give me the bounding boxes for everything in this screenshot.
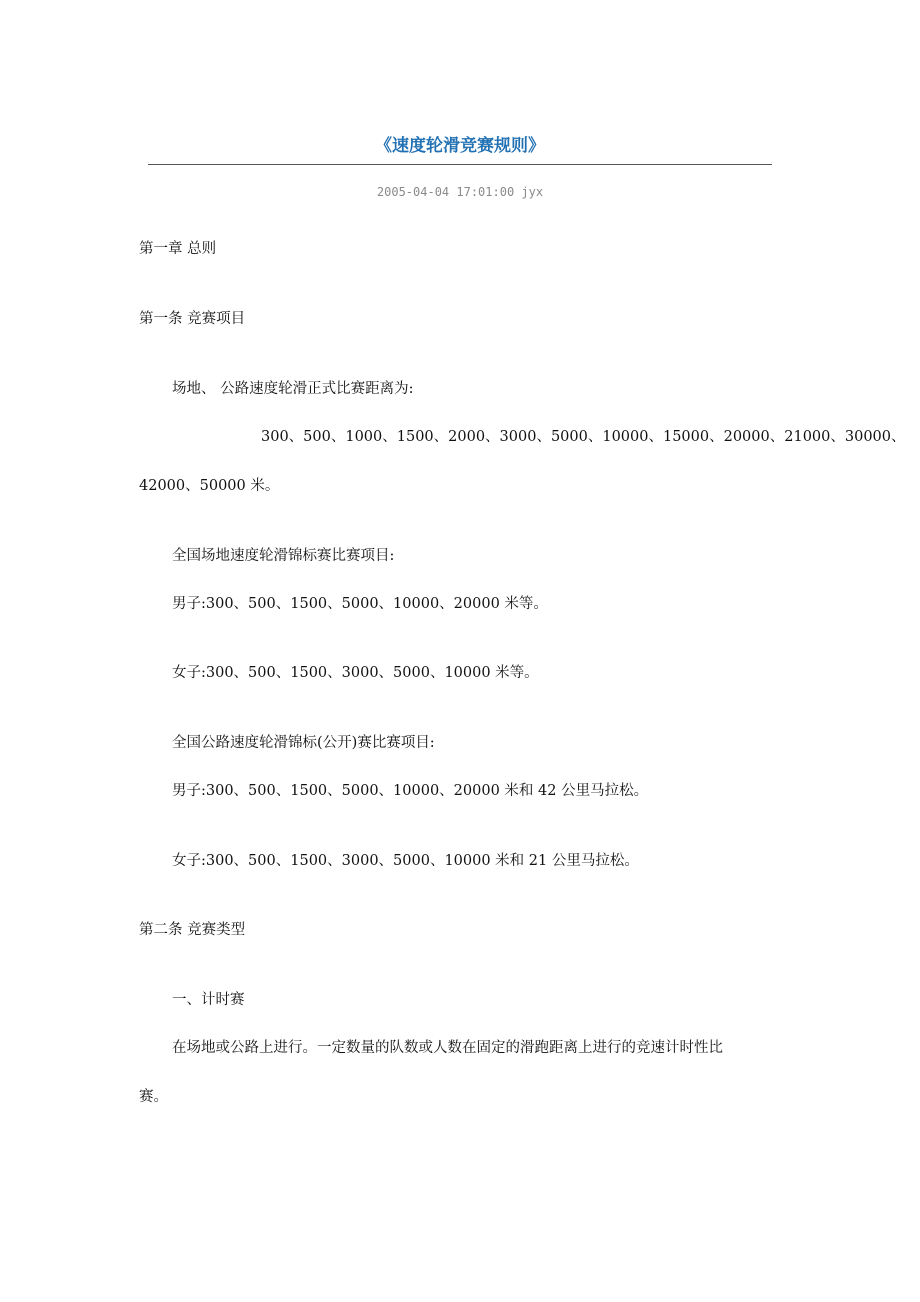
road-men-events: 男子:300、500、1500、5000、10000、20000 米和 42 公里马拉松。 [172, 783, 649, 799]
time-trial-text-line-2: 赛。 [139, 1089, 168, 1105]
track-events-heading: 全国场地速度轮滑锦标赛比赛项目: [172, 548, 395, 564]
distances-line-2: 42000、50000 米。 [139, 478, 280, 494]
distances-line-1: 300、500、1000、1500、2000、3000、5000、10000、15000、20000、21000、30000、 [261, 429, 906, 445]
page-title: 《速度轮滑竞赛规则》 [375, 136, 545, 156]
road-women-events: 女子:300、500、1500、3000、5000、10000 米和 21 公里马拉松。 [172, 853, 639, 869]
distances-intro: 场地、 公路速度轮滑正式比赛距离为: [172, 381, 414, 397]
track-women-events: 女子:300、500、1500、3000、5000、10000 米等。 [172, 665, 539, 681]
road-events-heading: 全国公路速度轮滑锦标(公开)赛比赛项目: [172, 735, 435, 751]
track-men-events: 男子:300、500、1500、5000、10000、20000 米等。 [172, 596, 548, 612]
time-trial-text-line-1: 在场地或公路上进行。一定数量的队数或人数在固定的滑跑距离上进行的竞速计时性比 [172, 1040, 723, 1056]
article2-heading: 第二条 竞赛类型 [139, 922, 246, 938]
chapter-heading: 第一章 总则 [139, 241, 217, 257]
post-meta: 2005-04-04 17:01:00 jyx [376, 185, 544, 199]
time-trial-heading: 一、计时赛 [172, 992, 245, 1008]
title-divider [148, 164, 772, 165]
article1-heading: 第一条 竞赛项目 [139, 311, 246, 327]
